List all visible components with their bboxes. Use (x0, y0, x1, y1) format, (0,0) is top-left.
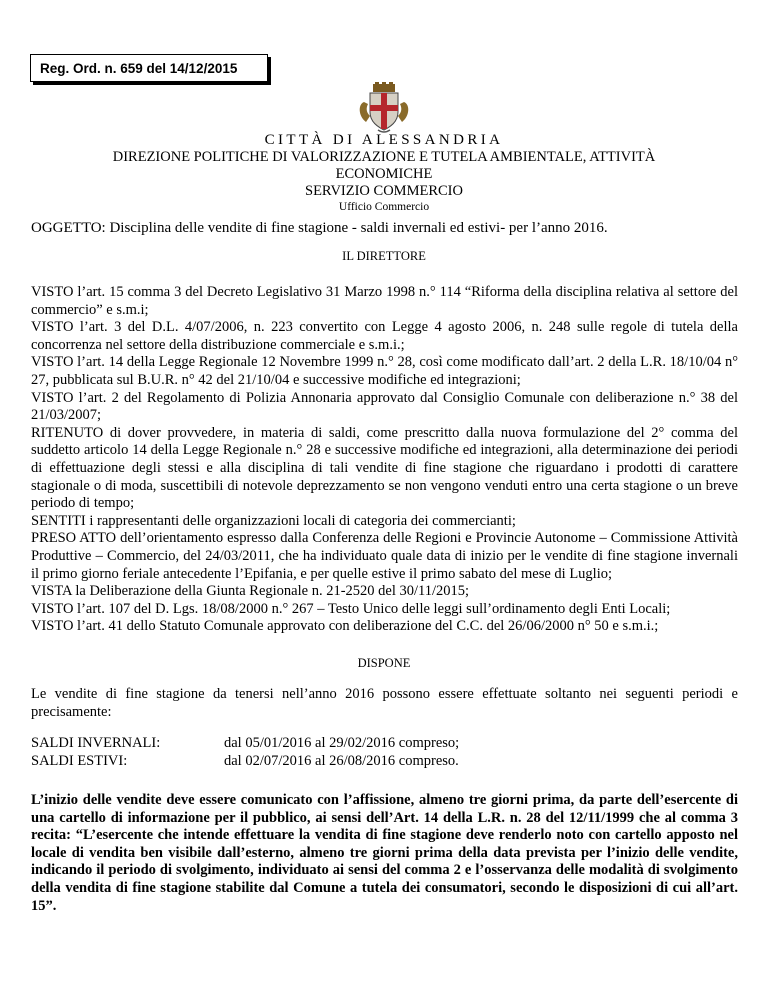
premise-paragraph: SENTITI i rappresentanti delle organizzazioni locali di categoria dei commercianti; (31, 512, 516, 529)
direction-title (0, 149, 768, 183)
premise-paragraph: VISTO l’art. 3 del D.L. 4/07/2006, n. 223 convertito con Legge 4 agosto 2006, n. 248 sulle regole di tutela della concorrenza nel settore della distribuzione commerciale e s.m.i.; (31, 319, 738, 353)
coat-of-arms-icon (356, 82, 412, 134)
period-label: SALDI ESTIVI: (31, 752, 128, 769)
period-row (31, 735, 459, 753)
final-paragraph: L’inizio delle vendite deve essere comunicato con l’affissione, almeno tre giorni prima, da parte dell’esercente di una cartello di informazione per il pubblico, ai sensi dell’Art. 14 della L.R. n. 28 del 12/11/1999 che al comma 3 recita: “L’esercente che intende effettuare la vendita di fine stagione deve renderlo noto con cartello apposto nel locale di vendita ben visibile dall’esterno, almeno tre giorni prima della data prevista per l’inizio delle vendite, indicando il periodo di svolgimento, individuato ai sensi del comma 2 e l’osservanza delle modalità di svolgimento della vendita di fine stagione stabilite dal Comune a tutela dei consumatori, secondo le disposizioni di cui all’art. 15”. (31, 792, 738, 914)
premise-paragraph: VISTO l’art. 2 del Regolamento di Polizia Annonaria approvato dal Consiglio Comunale con deliberazione n.° 38 del 21/03/2007; (31, 389, 738, 424)
period-value: dal 02/07/2016 al 26/08/2016 compreso. (224, 752, 459, 769)
period-row (31, 753, 459, 771)
registration-number-box: Reg. Ord. n. 659 del 14/12/2015 (30, 54, 268, 82)
premise-paragraph: VISTO l’art. 41 dello Statuto Comunale approvato con deliberazione del C.C. del 26/06/2000 n° 50 e s.m.i.; (31, 618, 659, 635)
period-value: dal 05/01/2016 al 29/02/2016 compreso; (224, 735, 460, 751)
premise-paragraph: VISTA la Deliberazione della Giunta Regionale n. 21-2520 del 30/11/2015; (31, 583, 470, 600)
service-name: SERVIZIO COMMERCIO (305, 183, 463, 199)
dispone-heading: DISPONE (357, 656, 411, 670)
period-label: SALDI INVERNALI: (31, 735, 161, 751)
premise-paragraph: RITENUTO di dover provvedere, in materia di saldi, come prescritto dalla nuova formulazione del 2° comma del suddetto articolo 14 della Legge Regionale n.° 28 e successive modifiche ed integrazioni, alla determinazione dei periodi di effettuazione degli stessi e alla disciplina di tali vendite di fine stagione che riguardano i prodotti di carattere stagionale o di moda, suscettibili di notevole deprezzamento se non vengono venduti entro una certa stagione o un breve periodo di tempo; (31, 424, 738, 512)
sales-periods (31, 735, 459, 770)
city-name: CITTÀ DI ALESSANDRIA (264, 132, 504, 148)
premise-paragraph: VISTO l’art. 15 comma 3 del Decreto Legislativo 31 Marzo 1998 n.° 114 “Riforma della disciplina relativa al settore del commercio” e s.m.i; (31, 284, 738, 318)
director-heading: IL DIRETTORE (342, 249, 426, 263)
dispone-intro: Le vendite di fine stagione da tenersi nell’anno 2016 possono essere effettuate soltanto nei seguenti periodi e precisamente: (31, 686, 738, 720)
office-name: Ufficio Commercio (338, 201, 430, 213)
direction-line-2: ECONOMICHE (335, 166, 433, 182)
premises-block (31, 284, 738, 636)
direction-line-1: DIREZIONE POLITICHE DI VALORIZZAZIONE E TUTELA AMBIENTALE, ATTIVITÀ (112, 149, 656, 165)
premise-paragraph: VISTO l’art. 14 della Legge Regionale 12 Novembre 1999 n.° 28, così come modificato dall’art. 2 della L.R. 18/10/04 n° 27, pubblicata sul B.U.R. n° 42 del 21/10/04 e successive modifiche ed integrazioni; (31, 354, 738, 388)
premise-paragraph: PRESO ATTO dell’orientamento espresso dalla Conferenza delle Regioni e Provincie Autonome – Commissione Attività Produttive – Commercio, del 24/03/2011, che ha individuato quale data di inizio per le vendite di fine stagione invernali il primo giorno feriale antecedente l’Epifania, e per quelle estive il primo sabato del mese di Luglio; (31, 530, 738, 582)
subject-line: OGGETTO: Disciplina delle vendite di fine stagione - saldi invernali ed estivi- per l’anno 2016. (31, 220, 608, 236)
premise-paragraph: VISTO l’art. 107 del D. Lgs. 18/08/2000 n.° 267 – Testo Unico delle leggi sull’ordinamento degli Enti Locali; (31, 600, 671, 617)
